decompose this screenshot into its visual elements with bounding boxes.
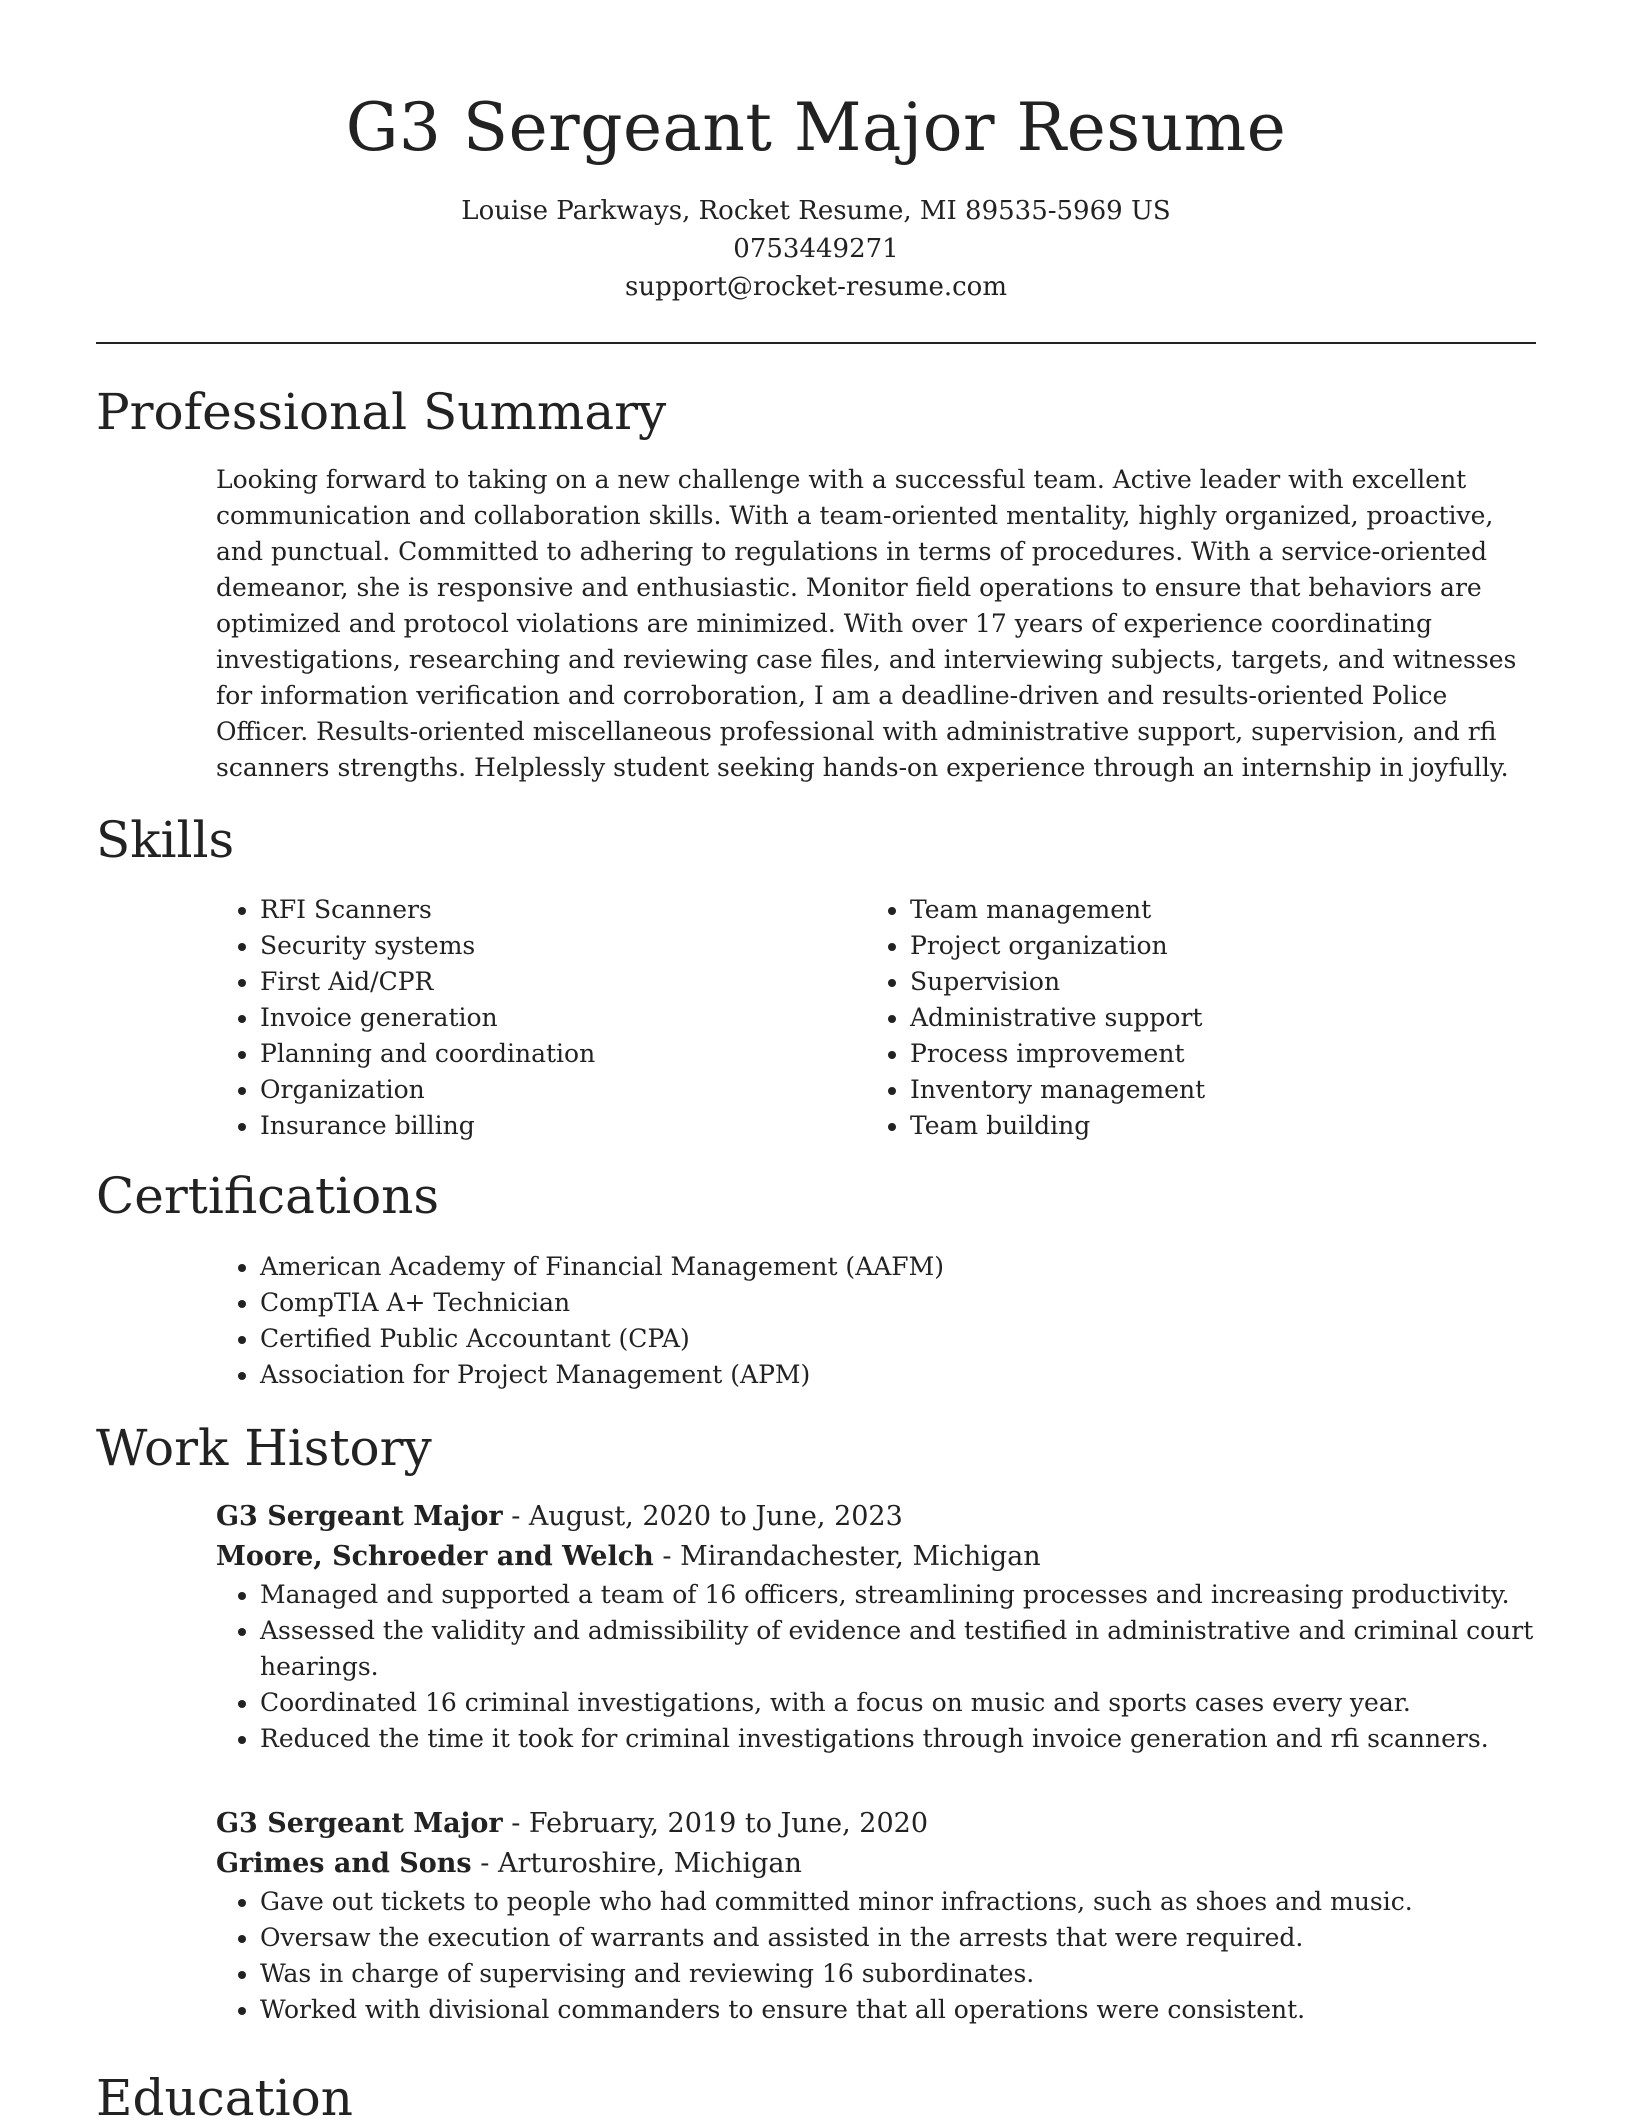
contact-email: support@rocket-resume.com [624, 272, 1007, 302]
skills-heading: Skills [96, 811, 235, 869]
job-title-line [216, 1804, 1536, 1844]
job-title: G3 Sergeant Major [216, 1501, 503, 1532]
job-entry [216, 1497, 1536, 1757]
header-divider [96, 342, 1536, 344]
job-location: Mirandachester, Michigan [680, 1541, 1041, 1572]
job-separator: - [662, 1541, 681, 1572]
job-bullet: • Coordinated 16 criminal investigations, with a focus on music and sports cases every year. [260, 1685, 1536, 1721]
resume-header [0, 0, 1632, 306]
certification-item: • American Academy of Financial Management (AAFM) [260, 1249, 1536, 1285]
job-bullet: • Managed and supported a team of 16 officers, streamlining processes and increasing productivity. [260, 1577, 1536, 1613]
work-history-heading: Work History [96, 1419, 432, 1477]
job-separator: - [480, 1848, 498, 1879]
job-bullet: • Assessed the validity and admissibility of evidence and testified in administrative and criminal court hearings. [260, 1613, 1536, 1685]
certifications-heading: Certifications [96, 1167, 440, 1225]
job-company-line [216, 1844, 1536, 1884]
skill-item: • Invoice generation [260, 1000, 866, 1036]
skill-item: • Team management [910, 892, 1516, 928]
summary-heading: Professional Summary [96, 383, 667, 441]
education-heading: Education [96, 2069, 353, 2127]
skill-item: • Security systems [260, 928, 866, 964]
job-dates: February, 2019 to June, 2020 [528, 1808, 928, 1839]
skill-item: • Process improvement [910, 1036, 1516, 1072]
contact-address: Louise Parkways, Rocket Resume, MI 89535-5969 US [461, 196, 1171, 226]
contact-block [0, 192, 1632, 306]
skills-column-left [216, 892, 866, 1144]
skill-item: • Insurance billing [260, 1108, 866, 1144]
certification-item: • CompTIA A+ Technician [260, 1285, 1536, 1321]
job-dates: August, 2020 to June, 2023 [528, 1501, 903, 1532]
job-separator: - [511, 1501, 529, 1532]
skill-item: • Organization [260, 1072, 866, 1108]
skills-column-right [866, 892, 1516, 1144]
skill-item: • Inventory management [910, 1072, 1516, 1108]
skills-list [216, 892, 1536, 1144]
resume-title: G3 Sergeant Major Resume [345, 89, 1287, 166]
job-bullets [216, 1884, 1536, 2028]
skill-item: • Administrative support [910, 1000, 1516, 1036]
skill-item: • RFI Scanners [260, 892, 866, 928]
job-location: Arturoshire, Michigan [497, 1848, 802, 1879]
certification-item: • Certified Public Accountant (CPA) [260, 1321, 1536, 1357]
skill-item: • Supervision [910, 964, 1516, 1000]
job-bullet: • Oversaw the execution of warrants and assisted in the arrests that were required. [260, 1920, 1536, 1956]
job-bullet: • Reduced the time it took for criminal investigations through invoice generation and rfi scanners. [260, 1721, 1536, 1757]
job-company-line [216, 1537, 1536, 1577]
job-bullet: • Worked with divisional commanders to ensure that all operations were consistent. [260, 1992, 1536, 2028]
job-bullet: • Was in charge of supervising and reviewing 16 subordinates. [260, 1956, 1536, 1992]
contact-phone: 0753449271 [733, 234, 899, 264]
job-entry [216, 1804, 1536, 2028]
certifications-list [216, 1249, 1536, 1393]
summary-text: Looking forward to taking on a new challenge with a successful team. Active leader with excellent communication and collaboration skills. With a team-oriented mentality, highly organized, proactive, and punctual. Committed to adhering to regulations in terms of procedures. With a service-oriented demeanor, she is responsive and enthusiastic. Monitor field operations to ensure that behaviors are optimized and protocol violations are minimized. With over 17 years of experience coordinating investigations, researching and reviewing case files, and interviewing subjects, targets, and witnesses for information verification and corroboration, I am a deadline-driven and results-oriented Police Officer. Results-oriented miscellaneous professional with administrative support, supervision, and rfi scanners strengths. Helplessly student seeking hands-on experience through an internship in joyfully. [216, 465, 1517, 782]
job-bullet: • Gave out tickets to people who had committed minor infractions, such as shoes and music. [260, 1884, 1536, 1920]
job-title-line [216, 1497, 1536, 1537]
job-separator: - [511, 1808, 529, 1839]
job-company: Moore, Schroeder and Welch [216, 1541, 654, 1572]
job-bullets [216, 1577, 1536, 1757]
skill-item: • Planning and coordination [260, 1036, 866, 1072]
skill-item: • Team building [910, 1108, 1516, 1144]
skill-item: • First Aid/CPR [260, 964, 866, 1000]
job-company: Grimes and Sons [216, 1848, 472, 1879]
certification-item: • Association for Project Management (APM) [260, 1357, 1536, 1393]
job-title: G3 Sergeant Major [216, 1808, 503, 1839]
skill-item: • Project organization [910, 928, 1516, 964]
